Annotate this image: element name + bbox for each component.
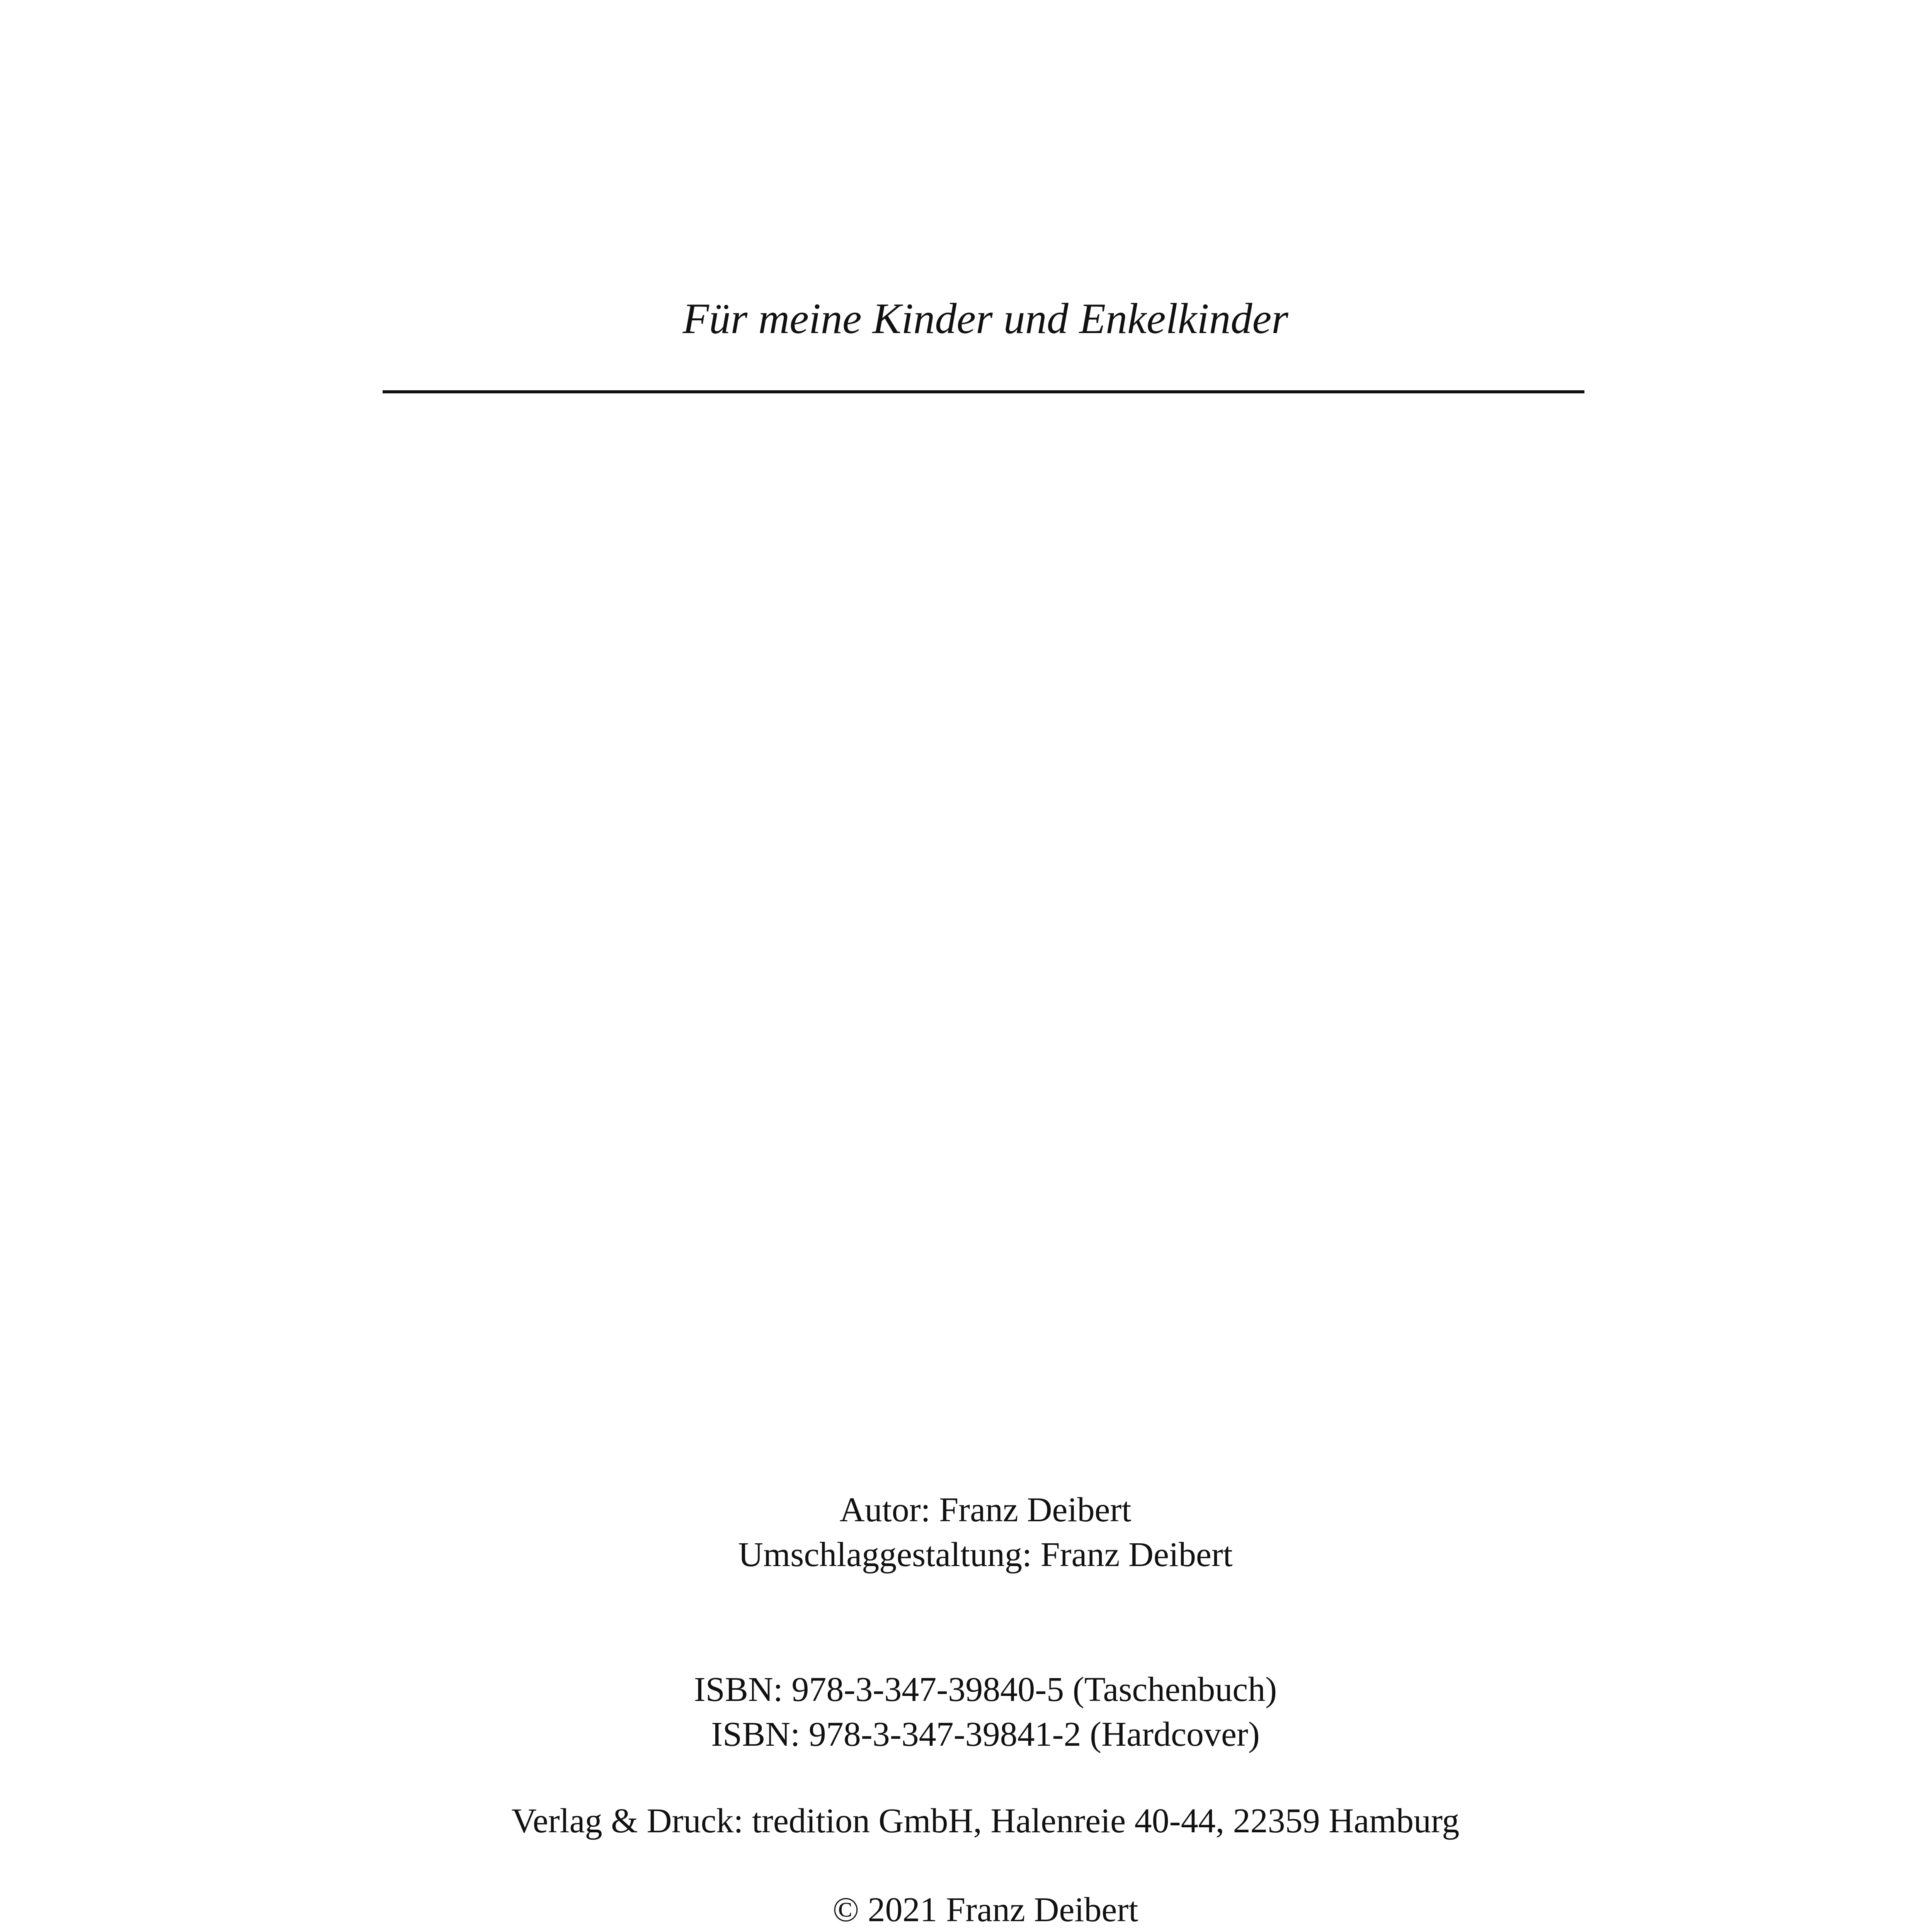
- cover-design-line: Umschlaggestaltung: Franz Deibert: [738, 1536, 1233, 1574]
- author-line: Autor: Franz Deibert: [839, 1491, 1132, 1529]
- isbn-hardcover: ISBN: 978-3-347-39841-2 (Hardcover): [711, 1715, 1260, 1753]
- credits-block: [0, 1488, 1916, 1577]
- publisher-line: Verlag & Druck: tredition GmbH, Halenreie 40-44, 22359 Hamburg: [511, 1802, 1460, 1840]
- dedication: Für meine Kinder und Enkelkinder: [682, 295, 1288, 343]
- isbn-paperback: ISBN: 978-3-347-39840-5 (Taschenbuch): [694, 1670, 1277, 1709]
- copyright-line: © 2021 Franz Deibert: [832, 1891, 1138, 1929]
- isbn-block: [0, 1667, 1916, 1757]
- dedication-rule: [383, 390, 1584, 393]
